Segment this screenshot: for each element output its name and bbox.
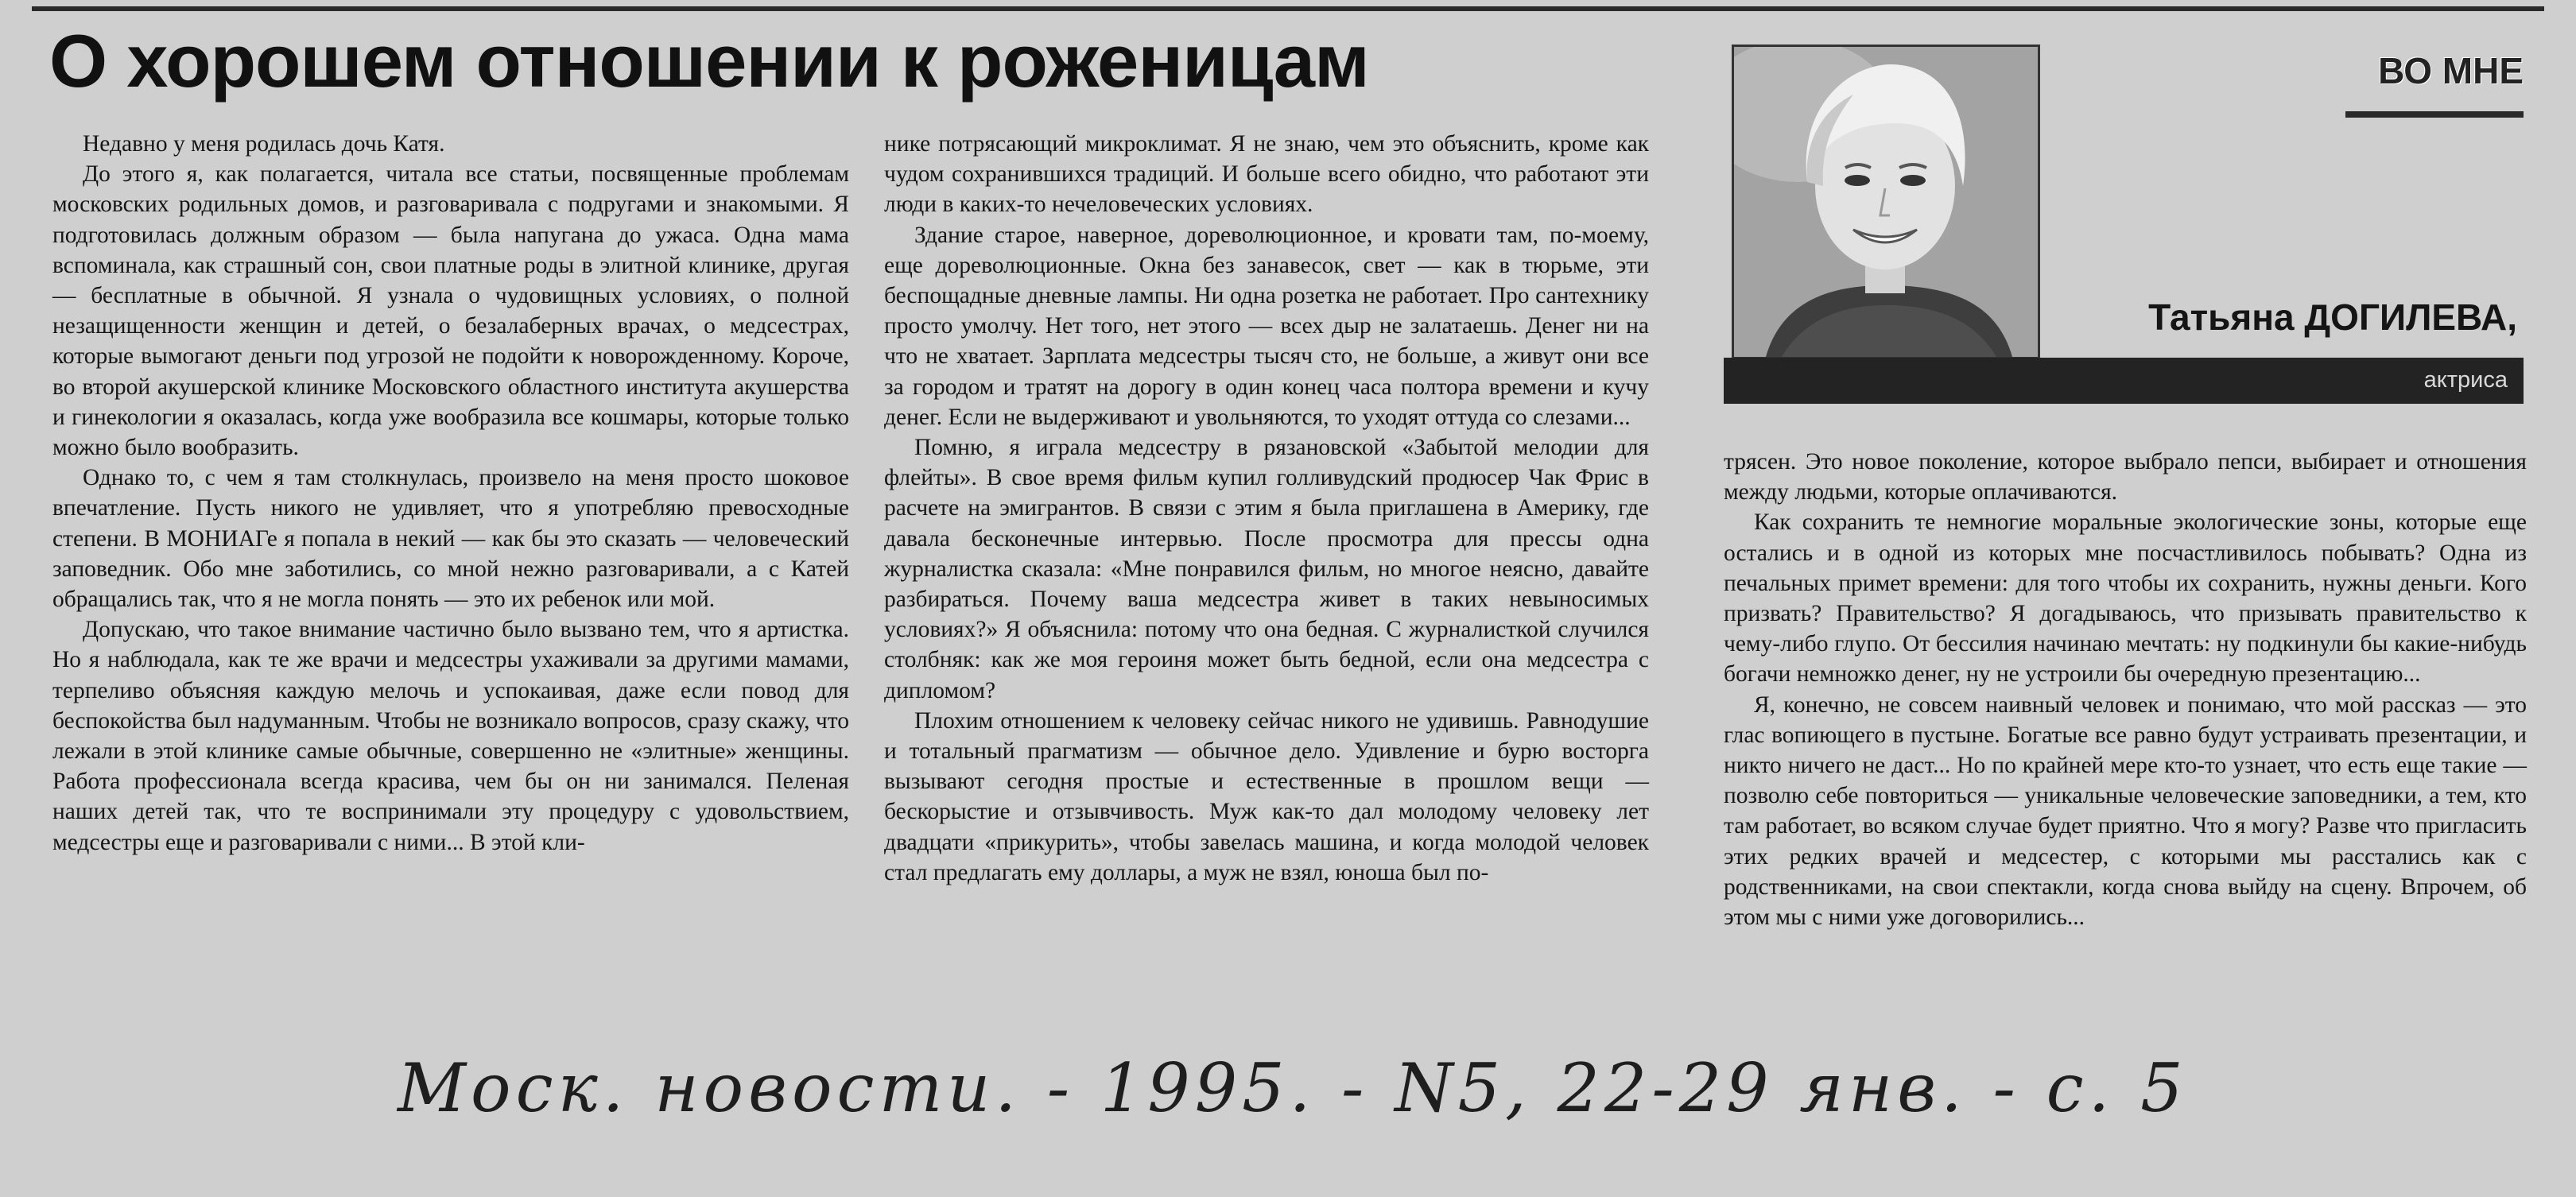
- paragraph: нике потрясающий микроклимат. Я не знаю, чем это объяснить, кроме как чудом сохранившихся традиций. И больше всего обидно, что работают эти люди в каких-то нечеловеческих условиях.: [884, 131, 1649, 218]
- paragraph: Однако то, с чем я там столкнулась, произвело на меня просто шоковое впечатление. Пусть никого не удивляет, что я употребляю превосходные степени. В МОНИАГе я попала в некий — как бы это сказать — человеческий заповедник. Обо мне заботились, со мной нежно разговаривали, а с Катей обращались так, что я не могла понять — это их ребенок или мой.: [52, 465, 849, 613]
- paragraph: До этого я, как полагается, читала все статьи, посвященные проблемам московских родильных домов, и разговаривала с подругами и знакомыми. Я подготовилась должным образом — была напугана до ужаса. Одна мама вспоминала, как страшный сон, свои платные роды в элитной клинике, другая — бесплатные в обычной. Я узнала о чудовищных условиях, о полной незащищенности женщин и детей, о безалаберных врачах, о медсестрах, которые вымогают деньги под угрозой не подойти к новорожденному. Короче, во второй акушерской клинике Московского областного института акушерства и гинекологии я оказалась, когда уже вообразила все кошмары, которые только можно было вообразить.: [52, 161, 849, 461]
- paragraph: Помню, я играла медсестру в рязановской «Забытой мелодии для флейты». В свое время фильм купил голливудский продюсер Чак Фрис в расчете на эмигрантов. В связи с этим я была приглашена в Америку, где давала бесконечные интервью. После просмотра для прессы одна журналистка сказала: «Мне понравился фильм, но многое неясно, давайте разбираться. Почему ваша медсестра живет в таких невыносимых условиях?» Я объяснила: потому что она бедная. С журналисткой случился столбняк: как же моя героиня может быть бедной, если она медсестра с дипломом?: [884, 435, 1649, 703]
- paragraph: Плохим отношением к человеку сейчас никого не удивишь. Равнодушие и тотальный прагматизм — обычное дело. Удивление и бурю восторга вызывают сегодня простые и естественные в прошлом вещи — бескорыстие и отзывчивость. Муж как-то дал молодому человеку лет двадцати «прикурить», чтобы завелась машина, и когда молодой человек стал предлагать ему доллары, а муж не взял, юноша был по-: [884, 707, 1649, 885]
- rubric-rule: [2345, 111, 2524, 118]
- paragraph: Как сохранить те немногие моральные экологические зоны, которые еще остались и в одной из которых мне посчастливилось побывать? Одна из печальных примет времени: для того чтобы их сохранить, нужны деньги. Кого призвать? Правительство? Я догадываюсь, что призывать правительство к чему-либо глупо. От бессилия начинаю мечтать: ну подкинули бы какие-нибудь богачи немножко денег, ну не устроили бы очередную презентацию...: [1724, 509, 2527, 688]
- handwritten-source-note: Моск. новости. - 1995. - N5, 22-29 янв. - с. 5: [398, 1049, 2188, 1127]
- paragraph: Допускаю, что такое внимание частично было вызвано тем, что я артистка. Но я наблюдала, как те же врачи и медсестры ухаживали за другими мамами, терпеливо объясняя каждую мелочь и успокаивая, даже если повод для беспокойства был надуманным. Чтобы не возникало вопросов, сразу скажу, что лежали в этой клинике самые обычные, совершенно не «элитные» женщины. Работа профессионала всегда красива, чем бы он ни занимался. Пеленая наших детей так, что те воспринимали эту процедуру с удовольствием, медсестры еще и разговаривали с ними... В этой кли-: [52, 617, 849, 855]
- paragraph: Здание старое, наверное, дореволюционное, и кровати там, по-моему, еще дореволюционные. Окна без занавесок, свет — как в тюрьме, эти беспощадные дневные лампы. Ни одна розетка не работает. Про сантехнику просто умолчу. Нет того, нет этого — всех дыр не залатаешь. Денег ни на что не хватает. Зарплата медсестры тысяч сто, не больше, а живут они все за городом и тратят на дорогу в один конец часа полтора времени и кучу денег. Если не выдерживают и увольняются, то уходят оттуда со слезами...: [884, 222, 1649, 430]
- author-role: актриса: [2423, 367, 2508, 393]
- paragraph: Я, конечно, не совсем наивный человек и понимаю, что мой рассказ — это глас вопиющего в пустыне. Богатые все равно будут устраивать презентации, и никто ничего не даст... Но по крайней мере кто-то узнает, что есть еще такие — позволю себе повториться — уникальные человеческие заповедники, а тем, кто там работает, во всяком случае будет приятно. Что я могу? Разве что пригласить этих редких врачей и медсестер, с которыми мы расстались как с родственниками, на свои спектакли, когда снова выйду на сцену. Впрочем, об этом мы с ними уже договорились...: [1724, 691, 2527, 931]
- rubric-label: ВО МНЕ: [2378, 50, 2524, 91]
- portrait-illustration: [1734, 47, 2038, 357]
- author-bar: [1724, 358, 2524, 404]
- paragraph: Недавно у меня родилась дочь Катя.: [83, 131, 445, 157]
- article-column-2: [884, 129, 1649, 888]
- author-photo: [1732, 45, 2040, 359]
- article-column-3: [1724, 447, 2527, 932]
- author-name: Татьяна ДОГИЛЕВА,: [2148, 296, 2517, 338]
- headline: О хорошем отношении к роженицам: [49, 19, 1369, 103]
- top-rule: [32, 6, 2544, 11]
- article-column-1: [52, 129, 849, 858]
- paragraph: трясен. Это новое поколение, которое выбрало пепси, выбирает и отношения между людьми, которые оплачиваются.: [1724, 449, 2527, 506]
